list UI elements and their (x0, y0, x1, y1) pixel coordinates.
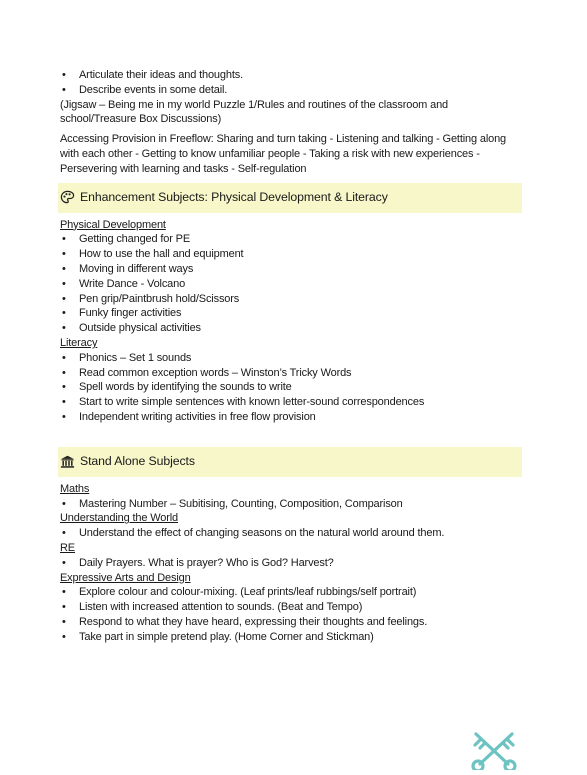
enhancement-banner (58, 183, 522, 213)
literacy-list (60, 351, 522, 425)
list-item: • Respond to what they have heard, expressing their thoughts and feelings. (60, 615, 522, 630)
intro-note: (Jigsaw – Being me in my world Puzzle 1/Rules and routines of the classroom and school/Treasure Box Discussions) (60, 98, 449, 126)
standalone-title: Stand Alone Subjects (80, 454, 195, 469)
physical-list (60, 232, 522, 336)
list-item: • Understand the effect of changing seasons on the natural world around them. (60, 526, 522, 541)
re-list (60, 556, 522, 571)
expressive-arts-list (60, 585, 522, 644)
list-item: • Pen grip/Paintbrush hold/Scissors (60, 292, 522, 307)
list-item: • Listen with increased attention to sounds. (Beat and Tempo) (60, 600, 522, 615)
list-item: • Phonics – Set 1 sounds (60, 351, 522, 366)
standalone-banner (58, 447, 522, 477)
page-content (60, 68, 522, 645)
list-item: • Funky finger activities (60, 306, 522, 321)
palette-icon (60, 190, 75, 205)
intro-list (60, 68, 522, 98)
list-item: • Spell words by identifying the sounds to write (60, 380, 522, 395)
physical-development-heading: Physical Development (60, 218, 166, 231)
list-item: • Write Dance - Volcano (60, 277, 522, 292)
crossed-keys-logo (468, 728, 520, 770)
list-item: • Moving in different ways (60, 262, 522, 277)
building-icon (60, 454, 75, 469)
enhancement-title: Enhancement Subjects: Physical Development & Literacy (80, 190, 388, 205)
list-item: • Articulate their ideas and thoughts. (60, 68, 522, 83)
provision-text: Accessing Provision in Freeflow: Sharing and turn taking - Listening and talking - Getting along with each other - Getting to know unfamiliar people - Taking a risk with new experiences - Persevering with learning and tasks - Self-regulation (60, 133, 507, 175)
re-heading: RE (60, 541, 75, 554)
list-item: • Getting changed for PE (60, 232, 522, 247)
expressive-arts-heading: Expressive Arts and Design (60, 571, 191, 584)
list-item: • Start to write simple sentences with known letter-sound correspondences (60, 395, 522, 410)
list-item: • Explore colour and colour-mixing. (Leaf prints/leaf rubbings/self portrait) (60, 585, 522, 600)
list-item: • Describe events in some detail. (60, 83, 522, 98)
maths-heading: Maths (60, 482, 90, 495)
literacy-heading: Literacy (60, 336, 98, 349)
list-item: • Daily Prayers. What is prayer? Who is God? Harvest? (60, 556, 522, 571)
list-item: • Independent writing activities in free flow provision (60, 410, 522, 425)
list-item: • Take part in simple pretend play. (Home Corner and Stickman) (60, 630, 522, 645)
list-item: • How to use the hall and equipment (60, 247, 522, 262)
understanding-world-list (60, 526, 522, 541)
understanding-world-heading: Understanding the World (60, 512, 179, 525)
maths-list (60, 497, 522, 512)
list-item: • Read common exception words – Winston’s Tricky Words (60, 366, 522, 381)
list-item: • Outside physical activities (60, 321, 522, 336)
list-item: • Mastering Number – Subitising, Counting, Composition, Comparison (60, 497, 522, 512)
